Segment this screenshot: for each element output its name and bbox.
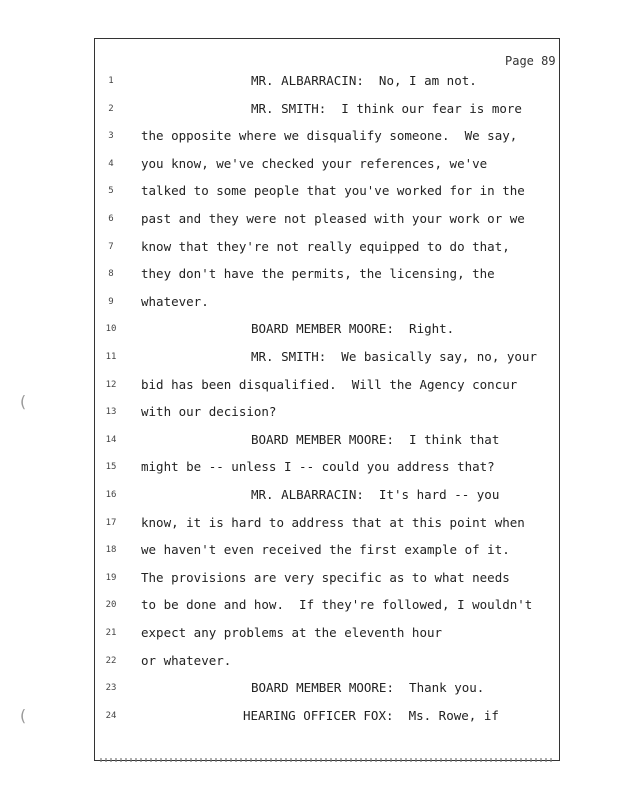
transcript-line	[0, 349, 618, 369]
line-number: 20	[105, 600, 117, 611]
line-number: 10	[105, 324, 117, 335]
transcript-line	[0, 377, 618, 397]
line-text: the opposite where we disqualify someone. We say,	[141, 128, 518, 144]
line-number: 23	[105, 683, 117, 694]
binding-mark-upper: (	[18, 392, 28, 411]
transcript-line	[0, 680, 618, 700]
transcript-line	[0, 625, 618, 645]
line-text: expect any problems at the eleventh hour	[141, 625, 443, 640]
line-text: talked to some people that you've worked for in the	[141, 183, 525, 199]
scan-artifact-strip	[100, 758, 555, 762]
line-number: 3	[108, 131, 114, 142]
transcript-line	[0, 266, 618, 286]
transcript-line	[0, 294, 618, 314]
transcript-line	[0, 321, 618, 341]
line-number: 22	[105, 655, 117, 666]
line-number: 11	[105, 352, 117, 362]
line-number: 8	[108, 269, 114, 280]
line-number: 15	[105, 462, 117, 473]
line-text: BOARD MEMBER MOORE: Right.	[251, 321, 455, 337]
line-number: 5	[108, 186, 114, 197]
line-number: 1	[108, 76, 114, 86]
line-number: 14	[105, 434, 117, 445]
line-text: past and they were not pleased with your work or we	[141, 211, 525, 226]
line-number: 21	[105, 628, 117, 638]
line-text: MR. SMITH: I think our fear is more	[251, 100, 522, 116]
line-number: 18	[105, 545, 117, 556]
transcript-line	[0, 128, 618, 148]
transcript-line	[0, 156, 618, 176]
transcript-line	[0, 653, 618, 673]
transcript-line	[0, 211, 618, 231]
transcript-line	[0, 183, 618, 203]
line-number: 13	[105, 407, 117, 418]
transcript-line	[0, 73, 618, 93]
line-text: with our decision?	[141, 404, 277, 420]
line-number: 7	[108, 241, 114, 252]
transcript-line	[0, 404, 618, 424]
line-number: 24	[105, 710, 117, 721]
line-number: 12	[105, 379, 117, 390]
page-number-label: Page 89	[505, 54, 556, 68]
line-number: 19	[105, 572, 117, 583]
line-text: whatever.	[141, 293, 209, 309]
line-number: 4	[108, 158, 114, 169]
line-number: 9	[108, 296, 114, 307]
line-number: 6	[108, 214, 114, 224]
line-text: you know, we've checked your references, we've	[141, 155, 488, 171]
line-text: know that they're not really equipped to do that,	[141, 238, 510, 254]
line-text: or whatever.	[141, 652, 232, 668]
line-text: HEARING OFFICER FOX: Ms. Rowe, if	[243, 707, 499, 723]
line-number: 2	[108, 103, 114, 114]
transcript-line	[0, 515, 618, 535]
line-text: might be -- unless I -- could you address that?	[141, 459, 495, 475]
transcript-line	[0, 487, 618, 507]
line-number: 16	[105, 490, 117, 500]
line-text: The provisions are very specific as to what needs	[141, 569, 510, 585]
binding-mark-lower: (	[18, 706, 28, 725]
line-text: MR. ALBARRACIN: No, I am not.	[251, 73, 477, 88]
line-text: MR. ALBARRACIN: It's hard -- you	[251, 487, 500, 502]
transcript-line	[0, 542, 618, 562]
transcript-line	[0, 597, 618, 617]
line-text: bid has been disqualified. Will the Agency concur	[141, 376, 518, 392]
line-text: BOARD MEMBER MOORE: Thank you.	[251, 680, 485, 696]
line-text: we haven't even received the first example of it.	[141, 542, 510, 558]
transcript-line	[0, 432, 618, 452]
line-text: MR. SMITH: We basically say, no, your	[251, 349, 537, 364]
transcript-line	[0, 101, 618, 121]
transcript-line	[0, 459, 618, 479]
line-text: BOARD MEMBER MOORE: I think that	[251, 431, 500, 447]
transcript-line	[0, 570, 618, 590]
line-text: they don't have the permits, the licensing, the	[141, 266, 495, 282]
transcript-line	[0, 708, 618, 728]
line-text: know, it is hard to address that at this point when	[141, 514, 525, 530]
line-number: 17	[105, 517, 117, 528]
transcript-line	[0, 239, 618, 259]
line-text: to be done and how. If they're followed, I wouldn't	[141, 597, 533, 613]
